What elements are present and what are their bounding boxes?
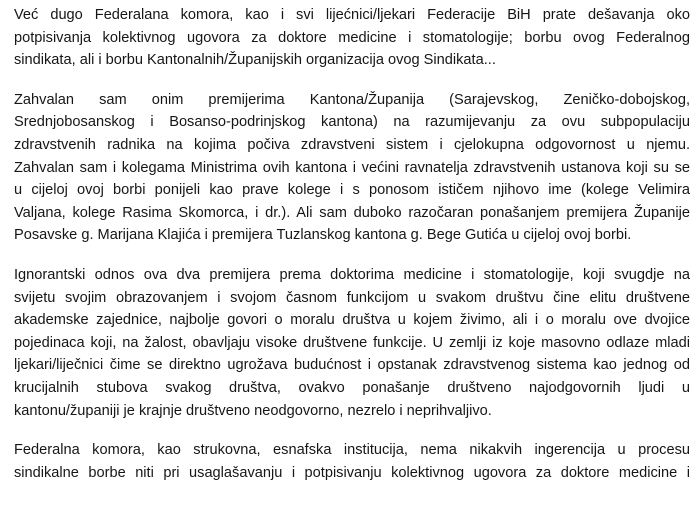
document-body (14, 4, 690, 501)
text-line: Zahvalan sam i kolegama Ministrima ovih kantona i većini ravnatelja zdravstvenih ustanova koji su se (14, 159, 690, 176)
text-line: Valjana, kolege Rasima Skomorca, i dr.). Ali sam duboko razočaran ponašanjem premijera Županije (14, 204, 690, 221)
text-line: kantonu/županiji je krajnje društveno neodgovorno, nezrelo i neprihvaljivo. (14, 402, 492, 419)
text-line: Federalna komora, kao strukovna, esnafska institucija, nema nikakvih ingerencija u procesu (14, 442, 690, 459)
paragraph-3 (14, 264, 690, 422)
text-line: Ignorantski odnos ova dva premijera prema doktorima medicine i stomatologije, koji svugdje na (14, 266, 690, 283)
text-line: Već dugo Federalana komora, kao i svi lijećnici/ljekari Federacije BiH prate dešavanja oko (14, 7, 690, 23)
text-line: sindikalne borbe niti pri usaglašavanju i potpisivanju kolektivnog ugovora za doktore medicine i (14, 464, 690, 481)
text-line: u cijeloj ovoj borbi ponijeli kao prave kolege i s ponosom ističem njihovo ime (kolege Velimira (14, 182, 690, 199)
text-line: ljekari/liječnici čime se direktno ugrožava budućnost i opstanak zdravstvenog sistema kao jednog od (14, 357, 690, 374)
text-line: potpisivanja kolektivnog ugovora za doktore medicine i stomatologije; borbu ovog Federalnog (14, 29, 690, 46)
paragraph-1 (14, 4, 690, 72)
paragraph-4 (14, 439, 690, 484)
text-line: akademske zajednice, najbolje govori o moralu društva u kojem živimo, ali i o moralu ove dvojice (14, 312, 690, 329)
paragraph-2 (14, 89, 690, 247)
text-line: svijetu svojim obrazovanjem i svojom časnom funkcijom u svakom društvu čine elitu društvene (14, 289, 690, 306)
text-line: Srednjobosanskog i Bosanso-podrinjskog kantona) na razumijevanju za ovu subpopulaciju (14, 114, 690, 131)
text-line: pojedinaca koji, na žalost, obavljaju visoke društvene funkcije. U zemlji iz koje masovno odlaze mladi (14, 334, 690, 351)
text-line: Zahvalan sam onim premijerima Kantona/Županija (Sarajevskog, Zeničko-dobojskog, (14, 91, 690, 108)
text-line: krucijalnih stubova svakog društva, ovakvo ponašanje društveno najodgovornih ljudi u (14, 379, 690, 396)
text-line: zdravstvenih radnika na kojima počiva zdravstveni sistem i cjelokupna odgovornost u njemu. (14, 136, 690, 153)
text-line: sindikata, ali i borbu Kantonalnih/Županijskih organizacija ovog Sindikata... (14, 52, 496, 69)
text-line: Posavske g. Marijana Klajića i premijera Tuzlanskog kantona g. Bege Gutića u cijeloj ovoj borbi. (14, 227, 632, 244)
